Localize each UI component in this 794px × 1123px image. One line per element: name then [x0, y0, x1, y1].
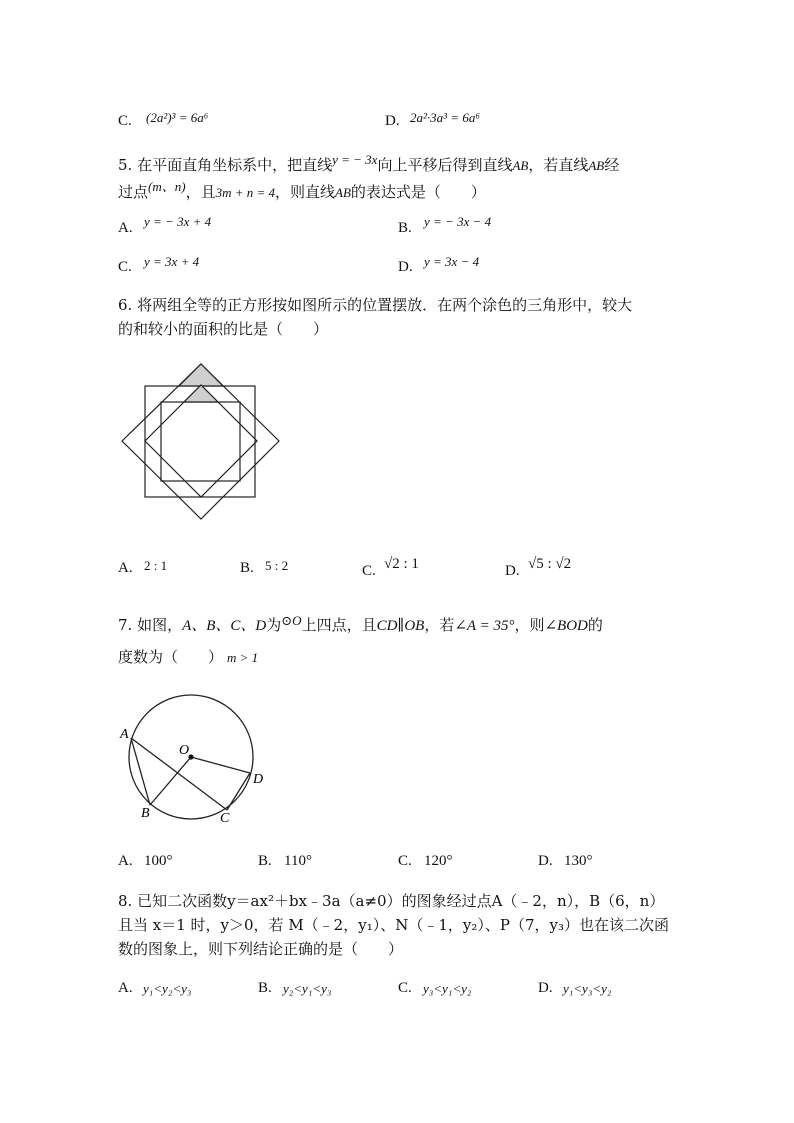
q7-stem-line2: 度数为（ ） m > 1 — [118, 648, 259, 666]
small-shaded-triangle — [184, 385, 218, 402]
q5-option-a-label: A. — [118, 220, 133, 236]
q4-option-d-label: D. — [385, 113, 400, 129]
q7-option-a-expr: 100° — [144, 853, 173, 869]
segment-od — [191, 757, 250, 773]
q5-option-b-expr: y = − 3x − 4 — [424, 214, 492, 229]
q8-stem-line1: 8. 已知二次函数y＝ax²＋bx﹣3a（a≠0）的图象经过点A（﹣2，n），B（6，n） — [118, 892, 665, 910]
q6-squares-figure — [118, 358, 288, 524]
q7-option-d-expr: 130° — [564, 853, 593, 869]
q4-option-d-expr: 2a²·3a³ = 6a⁶ — [410, 110, 480, 125]
q8-stem-line3: 数的图象上，则下列结论正确的是（ ） — [118, 940, 404, 958]
q6-option-b-label: B. — [240, 560, 254, 576]
q7-option-b-expr: 110° — [284, 853, 312, 869]
q6-option-c-label: C. — [362, 563, 376, 579]
q8-option-c-expr: y₃<y₁<y₂ — [423, 981, 472, 996]
q8-stem-line2: 且当 x＝1 时，y＞0，若 M（﹣2，y₁）、N（﹣1，y₂）、P（7，y₃）也在该二次函 — [118, 916, 669, 934]
q6-option-a-expr: 2 : 1 — [144, 558, 168, 573]
q6-stem-line2: 的和较小的面积的比是（ ） — [118, 320, 329, 338]
q8-option-d-label: D. — [538, 980, 553, 996]
center-point-o — [188, 754, 193, 759]
q5-option-b-label: B. — [398, 220, 412, 236]
q5-option-d-expr: y = 3x − 4 — [424, 254, 480, 269]
q5-stem-line1: 5. 在平面直角坐标系中，把直线y = − 3x向上平移后得到直线AB，若直线AB经 — [118, 152, 620, 174]
q7-option-a-label: A. — [118, 853, 133, 869]
label-a: A — [120, 727, 129, 742]
label-d: D — [253, 772, 264, 787]
label-o: O — [179, 743, 190, 758]
q6-option-a-label: A. — [118, 560, 133, 576]
q5-option-a-expr: y = − 3x + 4 — [144, 214, 212, 229]
q8-option-b-expr: y₂<y₁<y₃ — [283, 981, 332, 996]
q6-option-d-label: D. — [505, 563, 520, 579]
q7-circle-figure — [115, 690, 275, 825]
q8-option-a-expr: y₁<y₂<y₃ — [143, 981, 192, 996]
q8-option-c-label: C. — [398, 980, 412, 996]
segment-bo — [150, 757, 191, 805]
large-shaded-triangle — [179, 364, 223, 386]
q7-stem-line1: 7. 如图，A、B、C、D为⊙O上四点，且CD∥OB，若∠A = 35°，则∠BOD的 — [118, 613, 603, 634]
q6-stem-line1: 6. 将两组全等的正方形按如图所示的位置摆放．在两个涂色的三角形中，较大 — [118, 296, 633, 314]
q5-stem-line2: 过点(m、n)，且3m + n = 4，则直线AB的表达式是（ ） — [118, 179, 486, 201]
q5-option-c-label: C. — [118, 259, 132, 275]
q4-option-c-expr: (2a²)³ = 6a⁶ — [146, 110, 209, 125]
q8-option-d-expr: y₁<y₃<y₂ — [563, 981, 612, 996]
q5-option-d-label: D. — [398, 259, 413, 275]
q7-option-d-label: D. — [538, 853, 553, 869]
q7-option-b-label: B. — [258, 853, 272, 869]
q7-option-c-expr: 120° — [424, 853, 453, 869]
q8-option-b-label: B. — [258, 980, 272, 996]
q7-option-c-label: C. — [398, 853, 412, 869]
q6-option-c-expr: √2 : 1 — [384, 556, 419, 572]
q6-option-b-expr: 5 : 2 — [265, 558, 289, 573]
segment-ab — [131, 738, 150, 805]
q8-option-a-label: A. — [118, 980, 133, 996]
label-b: B — [141, 806, 150, 821]
q5-option-c-expr: y = 3x + 4 — [144, 254, 200, 269]
q6-option-d-expr: √5 : √2 — [528, 556, 572, 572]
q4-option-c-label: C. — [118, 113, 132, 129]
segment-cd — [227, 773, 250, 810]
label-c: C — [220, 811, 230, 825]
